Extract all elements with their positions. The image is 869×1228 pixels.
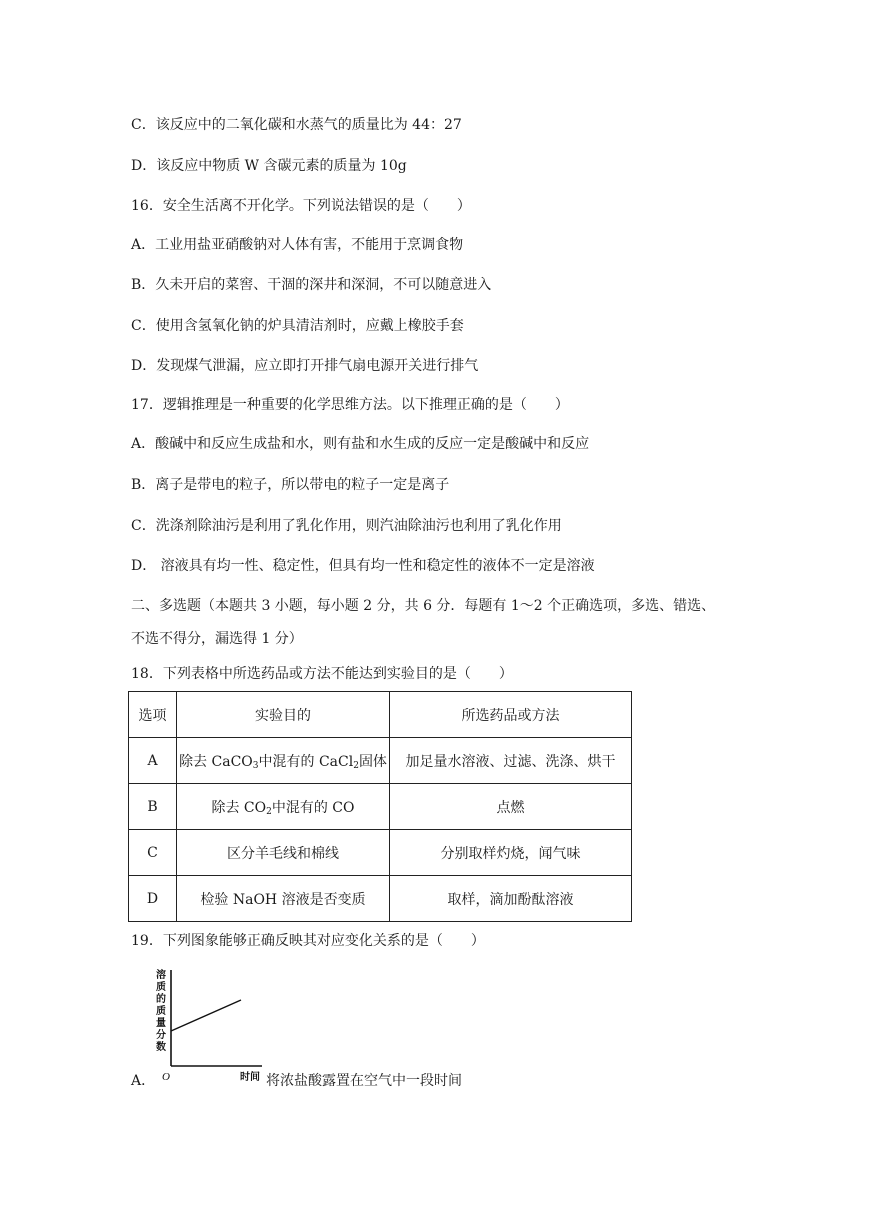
graph-ylabel-char: 质 xyxy=(156,982,166,993)
method-cell: 加足量水溶液、过滤、洗涤、烘干 xyxy=(390,738,632,784)
q16-option-c: C．使用含氢氧化钠的炉具清洁剂时，应戴上橡胶手套 xyxy=(131,318,464,334)
section-two-heading-cont: 不选不得分，漏选得 1 分） xyxy=(131,631,303,647)
q19-option-a-label: A． xyxy=(131,1073,156,1089)
q17-option-c: C．洗涤剂除油污是利用了乳化作用，则汽油除油污也利用了乳化作用 xyxy=(131,518,562,534)
method-cell: 取样，滴加酚酞溶液 xyxy=(390,876,632,922)
option-cell: C xyxy=(129,830,177,876)
table-row xyxy=(129,784,632,830)
q17-stem: 17．逻辑推理是一种重要的化学思维方法。以下推理正确的是（ ） xyxy=(131,397,569,413)
graph-ylabel-char: 的 xyxy=(156,994,166,1005)
graph-trend-line xyxy=(171,1000,241,1031)
option-cell: A xyxy=(129,738,177,784)
purpose-cell: 除去 CaCO$_3$中混有的 CaCl$_2$固体 xyxy=(177,738,390,784)
q16-option-b: B．久未开启的菜窖、干涸的深井和深洞，不可以随意进入 xyxy=(131,277,492,293)
table-row xyxy=(129,738,632,784)
q16-option-a: A．工业用盐亚硝酸钠对人体有害，不能用于烹调食物 xyxy=(131,237,464,253)
graph-ylabel-char: 分 xyxy=(156,1030,166,1041)
q19-option-a-caption: 将浓盐酸露置在空气中一段时间 xyxy=(266,1073,462,1089)
graph-origin-label: O xyxy=(162,1071,170,1083)
q17-option-b: B．离子是带电的粒子，所以带电的粒子一定是离子 xyxy=(131,477,450,493)
table-header-cell: 选项 xyxy=(129,692,177,738)
q19-stem: 19．下列图象能够正确反映其对应变化关系的是（ ） xyxy=(131,933,485,949)
table-header-cell: 实验目的 xyxy=(177,692,390,738)
section-two-heading: 二、多选题（本题共 3 小题，每小题 2 分，共 6 分．每题有 1～2 个正确选项，多选、错选、 xyxy=(131,598,716,614)
graph-ylabel-char: 量 xyxy=(156,1018,166,1029)
q18-stem: 18．下列表格中所选药品或方法不能达到实验目的是（ ） xyxy=(131,666,513,682)
graph-ylabel-char: 质 xyxy=(156,1006,166,1017)
q15-option-c: C．该反应中的二氧化碳和水蒸气的质量比为 44：27 xyxy=(131,117,462,133)
graph-x-label: 时间 xyxy=(240,1072,260,1083)
purpose-cell: 区分羊毛线和棉线 xyxy=(177,830,390,876)
purpose-cell: 检验 NaOH 溶液是否变质 xyxy=(177,876,390,922)
table-header-cell: 所选药品或方法 xyxy=(390,692,632,738)
q17-option-d: D． 溶液具有均一性、稳定性，但具有均一性和稳定性的液体不一定是溶液 xyxy=(131,558,595,574)
q17-option-a: A．酸碱中和反应生成盐和水，则有盐和水生成的反应一定是酸碱中和反应 xyxy=(131,436,590,452)
q19-option-a-graph xyxy=(150,966,270,1084)
q16-stem: 16．安全生活离不开化学。下列说法错误的是（ ） xyxy=(131,198,471,214)
q18-options-table xyxy=(128,691,632,922)
q15-option-d: D．该反应中物质 W 含碳元素的质量为 10g xyxy=(131,158,407,174)
method-cell: 点燃 xyxy=(390,784,632,830)
table-row xyxy=(129,876,632,922)
option-cell: D xyxy=(129,876,177,922)
method-cell: 分别取样灼烧，闻气味 xyxy=(390,830,632,876)
graph-ylabel-char: 溶 xyxy=(156,970,166,981)
table-header-row xyxy=(129,692,632,738)
q16-option-d: D．发现煤气泄漏，应立即打开排气扇电源开关进行排气 xyxy=(131,358,479,374)
option-cell: B xyxy=(129,784,177,830)
table-row xyxy=(129,830,632,876)
purpose-cell: 除去 $CO_2$中混有的 CO xyxy=(177,784,390,830)
graph-ylabel-char: 数 xyxy=(156,1042,166,1053)
